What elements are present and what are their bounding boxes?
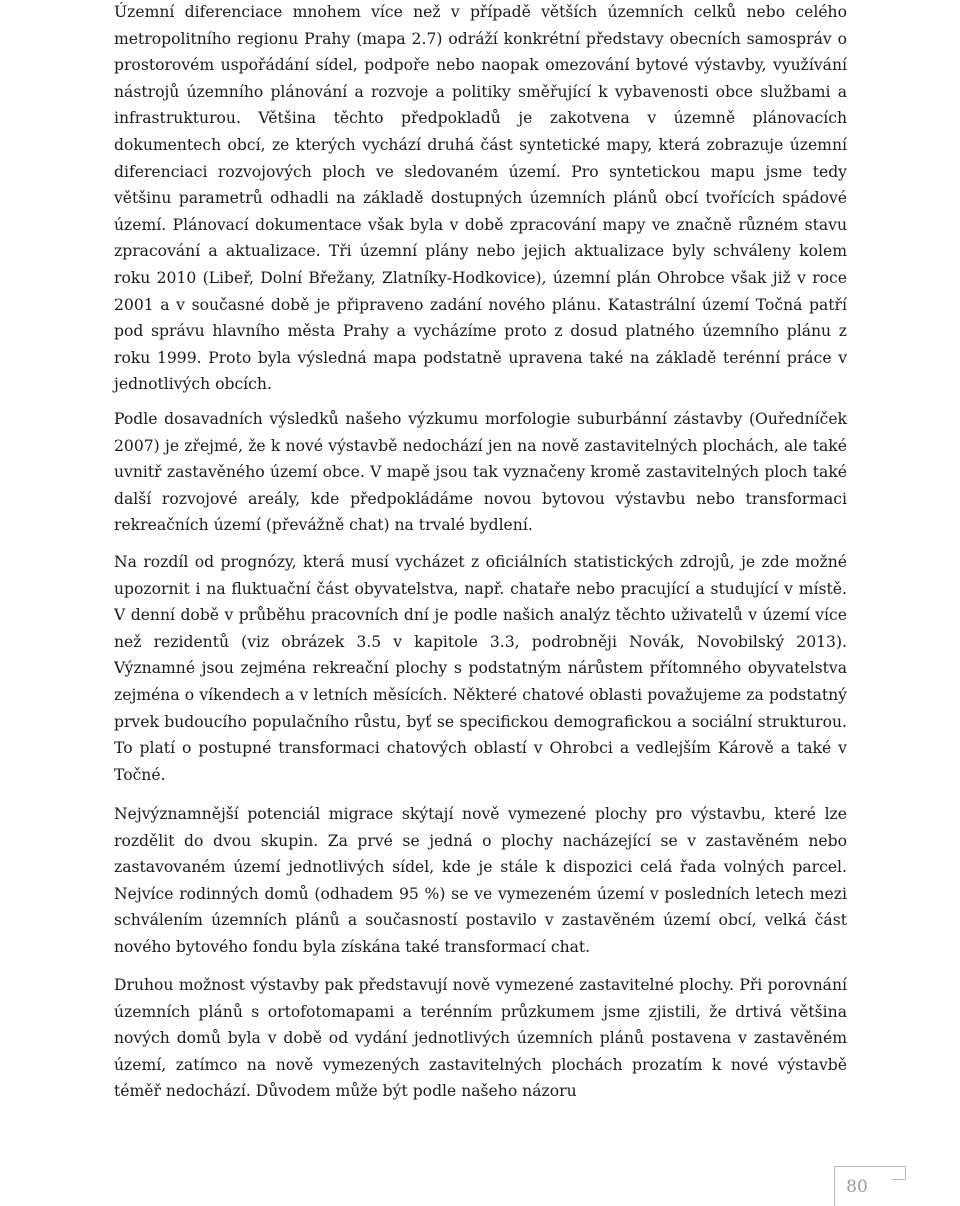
- paragraph-second-option: Druhou možnost výstavby pak představují nově vymezené zastavitelné plochy. Při porovnání územních plánů s ortofotomapami a terénním průzkumem jsme zjistili, že drtivá většina nových domů byla v době od vydání jednotlivých územních plánů postavena v zastavěném území, zatímco na nově vymezených zastavitelných plochách prozatím k nové výstavbě téměř nedochází. Důvodem může být podle našeho názoru: [114, 976, 847, 1101]
- paragraph-migration-potential: Nejvýznamnější potenciál migrace skýtají nově vymezené plochy pro výstavbu, které lze rozdělit do dvou skupin. Za prvé se jedná o plochy nacházející se v zastavěném nebo zastavovaném území jednotlivých sídel, kde je stále k dispozici celá řada volných parcel. Nejvíce rodinných domů (odhadem 95 %) se ve vymezeném území v posledních letech mezi schválením územních plánů a současností postavilo v zastavěném území obcí, velká část nového bytového fondu byla získána také transformací chat.: [114, 805, 847, 956]
- page-corner-fold: [892, 1166, 906, 1180]
- paragraph-fluctuating-population: Na rozdíl od prognózy, která musí vycházet z oficiálních statistických zdrojů, je zde možné upozornit i na fluktuační část obyvatelstva, např. chataře nebo pracující a studující v místě. V denní době v průběhu pracovních dní je podle našich analýz těchto uživatelů v území více než rezidentů (viz obrázek 3.5 v kapitole 3.3, podrobněji Novák, Novobilský 2013). Významné jsou zejména rekreační plochy s podstatným nárůstem přítomného obyvatelstva zejména o víkendech a v letních měsících. Některé chatové oblasti považujeme za podstatný prvek budoucího populačního růstu, byť se specifickou demografickou a sociální strukturou. To platí o postupné transformaci chatových oblastí v Ohrobci a vedlejším Kárově a také v Točné.: [114, 553, 847, 784]
- paragraph-territorial-differentiation: Územní diferenciace mnohem více než v případě větších územních celků nebo celého metropolitního regionu Prahy (mapa 2.7) odráží konkrétní představy obecních samospráv o prostorovém uspořádání sídel, podpoře nebo naopak omezování bytové výstavby, využívání nástrojů územního plánování a rozvoje a politiky směřující k vybavenosti obce službami a infrastrukturou. Většina těchto předpokladů je zakotvena v územně plánovacích dokumentech obcí, ze kterých vychází druhá část syntetické mapy, která zobrazuje územní diferenciaci rozvojových ploch ve sledovaném území. Pro syntetickou mapu jsme tedy většinu parametrů odhadli na základě dostupných územních plánů obcí tvořících spádové území. Plánovací dokumentace však byla v době zpracování mapy ve značně různém stavu zpracování a aktualizace. Tři územní plány nebo jejich aktualizace byly schváleny kolem roku 2010 (Libeř, Dolní Břežany, Zlatníky-Hodkovice), územní plán Ohrobce však již v roce 2001 a v současné době je připraveno zadání nového plánu. Katastrální území Točná patří pod správu hlavního města Prahy a vycházíme proto z dosud platného územního plánu z roku 1999. Proto byla výsledná mapa podstatně upravena také na základě terénní práce v jednotlivých obcích.: [114, 3, 847, 394]
- paragraph-research-results: Podle dosavadních výsledků našeho výzkumu morfologie suburbánní zástavby (Ouředníček 2007) je zřejmé, že k nové výstavbě nedochází jen na nově zastavitelných plochách, ale také uvnitř zastavěného území obce. V mapě jsou tak vyznačeny kromě zastavitelných ploch také další rozvojové areály, kde předpokládáme novou bytovou výstavbu nebo transformaci rekreačních území (převážně chat) na trvalé bydlení.: [114, 410, 847, 535]
- page-number: 80: [846, 1177, 868, 1197]
